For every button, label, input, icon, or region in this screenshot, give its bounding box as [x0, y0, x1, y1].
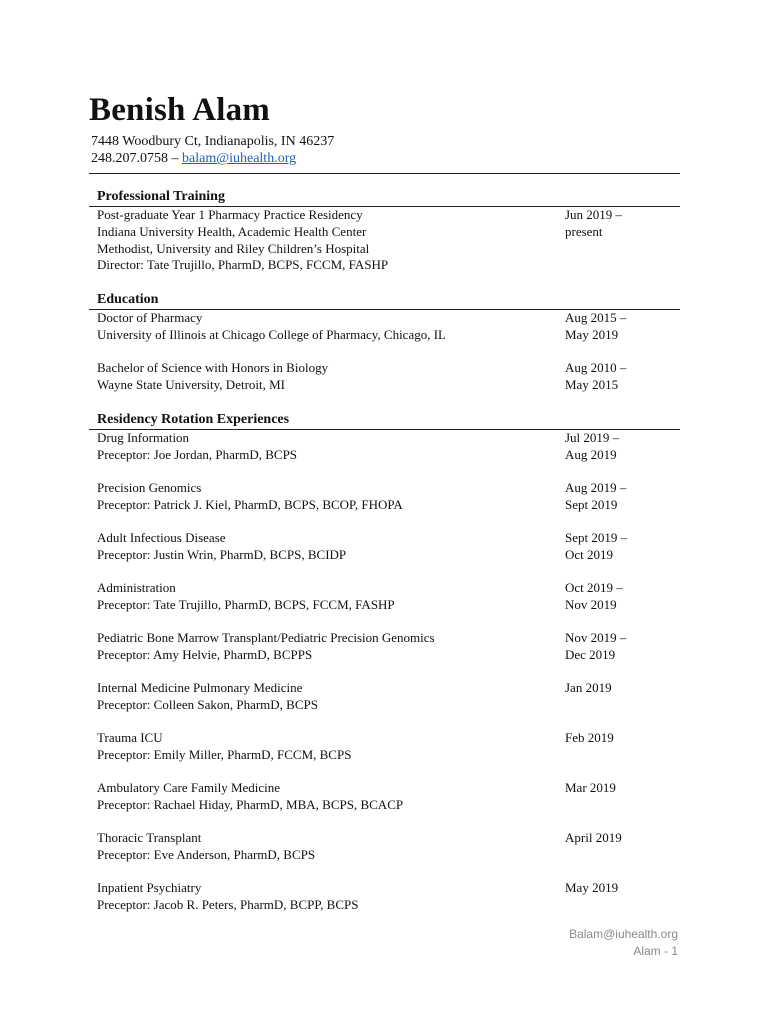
phone-email-line	[91, 150, 334, 167]
entry-date: Sept 2019 –	[565, 530, 628, 545]
section-title: Professional Training	[97, 189, 225, 204]
entry-line: Indiana University Health, Academic Health Center	[97, 223, 367, 239]
preceptor: Preceptor: Colleen Sakon, PharmD, BCPS	[97, 696, 318, 712]
preceptor: Preceptor: Rachael Hiday, PharmD, MBA, BCPS, BCACP	[97, 796, 404, 812]
list-item	[89, 830, 680, 880]
address: 7448 Woodbury Ct, Indianapolis, IN 46237	[91, 134, 335, 149]
entry-date: Oct 2019	[565, 546, 614, 562]
entry-date: Aug 2019 –	[565, 480, 627, 495]
list-item	[89, 207, 680, 275]
entry-line: Wayne State University, Detroit, MI	[97, 376, 286, 392]
entry-date: Aug 2010 –	[565, 360, 627, 375]
section-education	[89, 292, 680, 394]
entry-line: Director: Tate Trujillo, PharmD, BCPS, FCCM, FASHP	[97, 257, 389, 273]
list-item	[89, 430, 680, 480]
entry-date: April 2019	[565, 830, 622, 845]
entry-date: Aug 2019	[565, 446, 617, 462]
preceptor: Preceptor: Amy Helvie, PharmD, BCPPS	[97, 646, 313, 662]
list-item	[89, 730, 680, 780]
header-divider	[89, 173, 680, 174]
section-title: Education	[97, 292, 159, 307]
preceptor: Preceptor: Justin Wrin, PharmD, BCPS, BCIDP	[97, 546, 347, 562]
list-item	[89, 630, 680, 680]
list-item	[89, 880, 680, 916]
list-item	[89, 480, 680, 530]
rotation-name: Inpatient Psychiatry	[97, 880, 202, 895]
entry-date: Nov 2019 –	[565, 630, 627, 645]
preceptor: Preceptor: Tate Trujillo, PharmD, BCPS, FCCM, FASHP	[97, 596, 395, 612]
page-footer	[569, 926, 678, 960]
entry-date: Feb 2019	[565, 730, 614, 745]
preceptor: Preceptor: Joe Jordan, PharmD, BCPS	[97, 446, 298, 462]
page-number: Alam - 1	[633, 944, 678, 958]
rotation-name: Trauma ICU	[97, 730, 163, 745]
entry-title: Doctor of Pharmacy	[97, 310, 203, 325]
list-item	[89, 360, 680, 394]
entry-title: Bachelor of Science with Honors in Biology	[97, 360, 329, 375]
entry-date: May 2015	[565, 376, 619, 392]
phone: 248.207.0758 –	[91, 151, 179, 166]
entry-date: Jun 2019 –	[565, 207, 623, 222]
contact-block	[91, 133, 334, 167]
entry-title: Post-graduate Year 1 Pharmacy Practice Residency	[97, 207, 363, 222]
rotation-name: Administration	[97, 580, 176, 595]
rotation-name: Thoracic Transplant	[97, 830, 202, 845]
list-item	[89, 580, 680, 630]
entry-date: Dec 2019	[565, 646, 616, 662]
entry-date: May 2019	[565, 880, 619, 895]
entry-date: Nov 2019	[565, 596, 617, 612]
rotation-name: Internal Medicine Pulmonary Medicine	[97, 680, 303, 695]
entry-date: Jan 2019	[565, 680, 612, 695]
entry-line: Methodist, University and Riley Children’s Hospital	[97, 240, 370, 256]
section-professional-training	[89, 189, 680, 275]
section-residency-rotations	[89, 412, 680, 916]
rotation-name: Pediatric Bone Marrow Transplant/Pediatric Precision Genomics	[97, 630, 435, 645]
preceptor: Preceptor: Emily Miller, PharmD, FCCM, BCPS	[97, 746, 352, 762]
rotation-name: Adult Infectious Disease	[97, 530, 226, 545]
entry-date: Oct 2019 –	[565, 580, 623, 595]
rotation-name: Ambulatory Care Family Medicine	[97, 780, 281, 795]
preceptor: Preceptor: Eve Anderson, PharmD, BCPS	[97, 846, 316, 862]
entry-date: May 2019	[565, 326, 619, 342]
list-item	[89, 310, 680, 360]
preceptor: Preceptor: Jacob R. Peters, PharmD, BCPP, BCPS	[97, 896, 359, 912]
entry-date: Mar 2019	[565, 780, 616, 795]
email-link[interactable]: balam@iuhealth.org	[182, 151, 297, 166]
entry-date: present	[565, 223, 603, 239]
footer-email: Balam@iuhealth.org	[569, 927, 678, 941]
entry-line: University of Illinois at Chicago College of Pharmacy, Chicago, IL	[97, 326, 446, 342]
entry-date: Jul 2019 –	[565, 430, 620, 445]
rotation-name: Precision Genomics	[97, 480, 202, 495]
preceptor: Preceptor: Patrick J. Kiel, PharmD, BCPS, BCOP, FHOPA	[97, 496, 403, 512]
entry-date: Aug 2015 –	[565, 310, 627, 325]
list-item	[89, 780, 680, 830]
section-title: Residency Rotation Experiences	[97, 412, 290, 427]
entry-date: Sept 2019	[565, 496, 618, 512]
candidate-name: Benish Alam	[89, 92, 270, 128]
list-item	[89, 680, 680, 730]
rotation-name: Drug Information	[97, 430, 190, 445]
list-item	[89, 530, 680, 580]
